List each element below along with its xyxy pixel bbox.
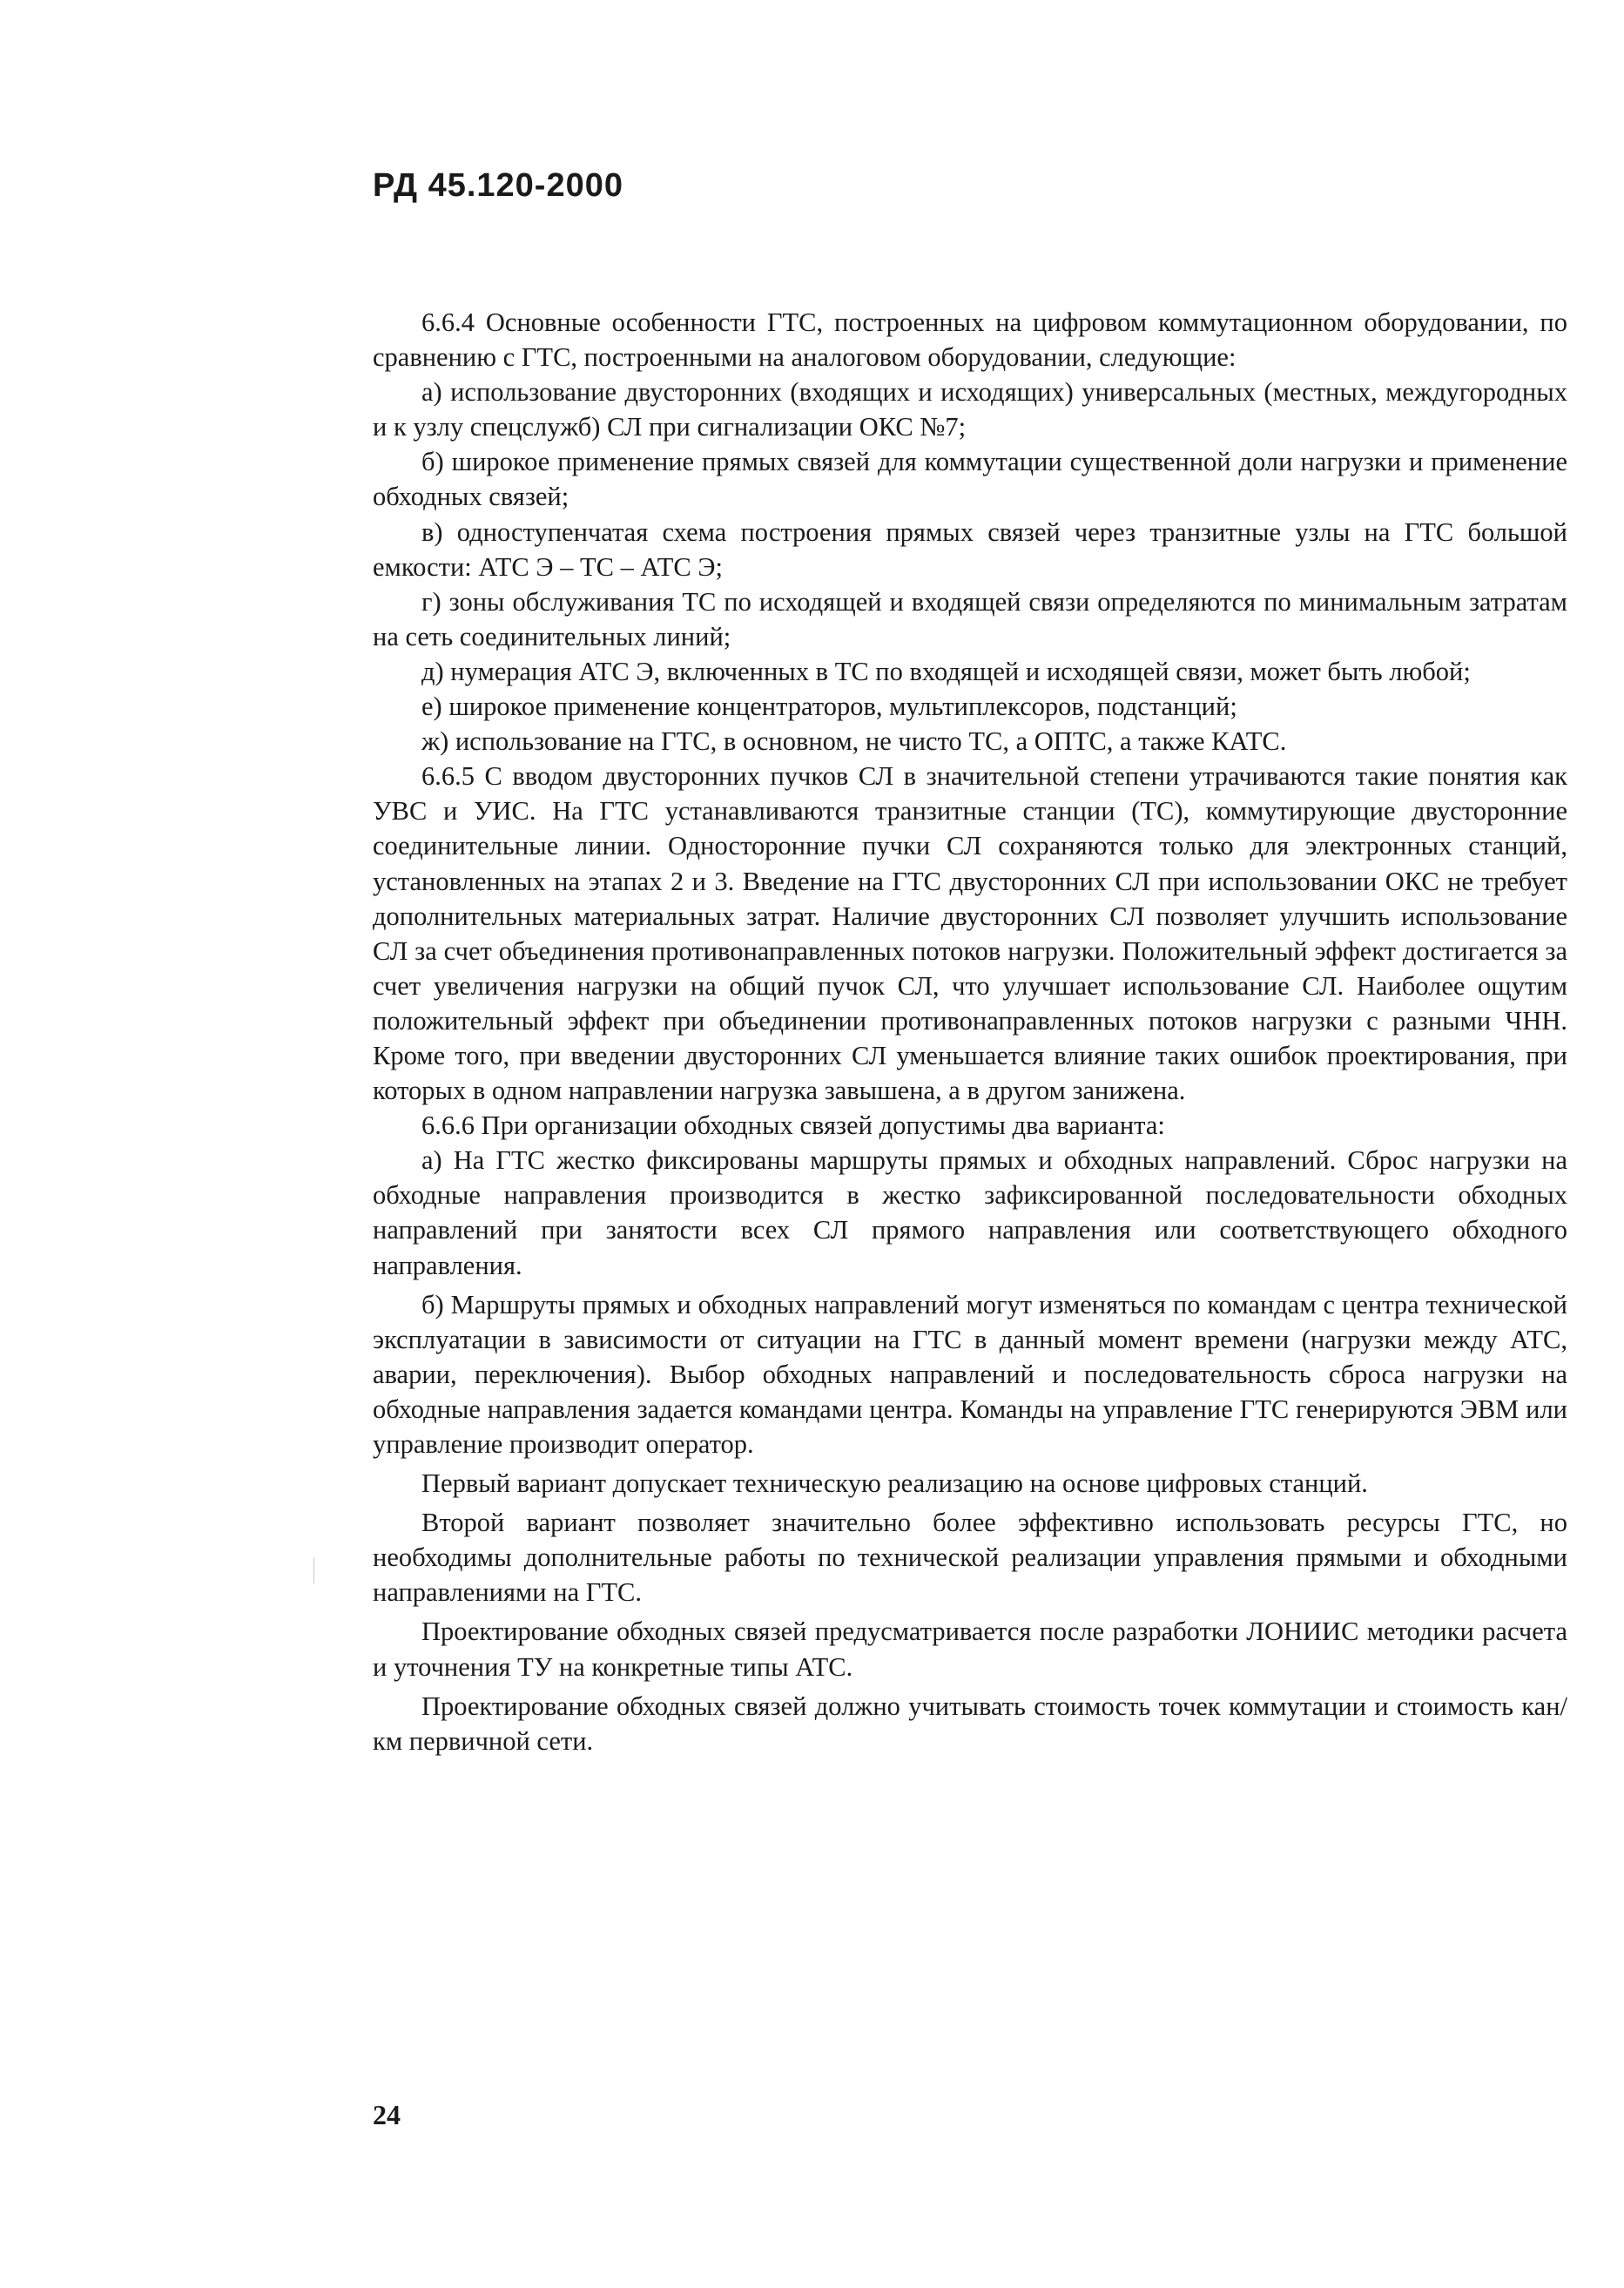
paragraph-first-variant: Первый вариант допускает техническую реализацию на основе цифровых станций.: [421, 1468, 1368, 1499]
page-number: 24: [373, 2099, 401, 2130]
list-item-zh: ж) использование на ГТС, в основном, не чисто ТС, а ОПТС, а также КАТС.: [421, 726, 1287, 757]
list-item-a: а) использование двусторонних (входящих и исходящих) универсальных (местных, междугородных и к узлу спецслужб) СЛ при сигнализации ОКС №7;: [373, 377, 1567, 442]
document-code-header: РД 45.120-2000: [373, 167, 623, 204]
list-item-b: б) широкое применение прямых связей для коммутации существенной доли нагрузки и применение обходных связей;: [373, 447, 1567, 512]
variant-b: б) Маршруты прямых и обходных направлений могут изменяться по командам с центра технической эксплуатации в зависимости от ситуации на ГТС в данный момент времени (нагрузки между АТС, аварии, переключения). Выбор обходных направлений и последовательность сброса нагрузки на обходные направления задается командами центра. Команды на управление ГТС генерируются ЭВМ или управление производит оператор.: [373, 1289, 1567, 1459]
paragraph-second-variant: Второй вариант позволяет значительно более эффективно использовать ресурсы ГТС, но необходимы дополнительные работы по технической реализации управления прямыми и обходными направлениями на ГТС.: [373, 1508, 1567, 1608]
list-item-d: д) нумерация АТС Э, включенных в ТС по входящей и исходящей связи, может быть любой;: [421, 656, 1471, 686]
variant-a: а) На ГТС жестко фиксированы маршруты прямых и обходных направлений. Сброс нагрузки на обходные направления производится в жестко зафиксированной последовательности обходных направлений при занятости всех СЛ прямого направления или соответствующего обходного направления.: [373, 1145, 1567, 1280]
list-item-v: в) одноступенчатая схема построения прямых связей через транзитные узлы на ГТС большой емкости: АТС Э – ТС – АТС Э;: [373, 516, 1567, 582]
paragraph-bypass-design: Проектирование обходных связей предусматривается после разработки ЛОНИИС методики расчета и уточнения ТУ на конкретные типы АТС.: [373, 1616, 1567, 1682]
paragraph-6-6-6: 6.6.6 При организации обходных связей допустимы два варианта:: [421, 1110, 1165, 1141]
paragraph-6-6-4: 6.6.4 Основные особенности ГТС, построенных на цифровом коммутационном оборудовании, по сравнению с ГТС, построенными на аналоговом оборудовании, следующие:: [373, 307, 1567, 373]
scan-artifact-line: [313, 1557, 314, 1583]
document-body: [373, 305, 1567, 1758]
paragraph-bypass-cost: Проектирование обходных связей должно учитывать стоимость точек коммутации и стоимость кан/км первичной сети.: [373, 1691, 1567, 1756]
list-item-e: е) широкое применение концентраторов, мультиплексоров, подстанций;: [421, 692, 1237, 722]
paragraph-6-6-5: 6.6.5 С вводом двусторонних пучков СЛ в значительной степени утрачиваются такие понятия как УВС и УИС. На ГТС устанавливаются транзитные станции (ТС), коммутирующие двусторонние соединительные линии. Односторонние пучки СЛ сохраняются только для электронных станций, установленных на этапах 2 и 3. Введение на ГТС двусторонних СЛ при использовании ОКС не требует дополнительных материальных затрат. Наличие двусторонних СЛ позволяет улучшить использование СЛ за счет объединения противонаправленных потоков нагрузки. Положительный эффект достигается за счет увеличения нагрузки на общий пучок СЛ, что улучшает использование СЛ. Наиболее ощутим положительный эффект при объединении противонаправленных потоков нагрузки с разными ЧНН. Кроме того, при введении двусторонних СЛ уменьшается влияние таких ошибок проектирования, при которых в одном направлении нагрузка завышена, а в другом занижена.: [373, 761, 1567, 1106]
list-item-g: г) зоны обслуживания ТС по исходящей и входящей связи определяются по минимальным затратам на сеть соединительных линий;: [373, 586, 1567, 651]
